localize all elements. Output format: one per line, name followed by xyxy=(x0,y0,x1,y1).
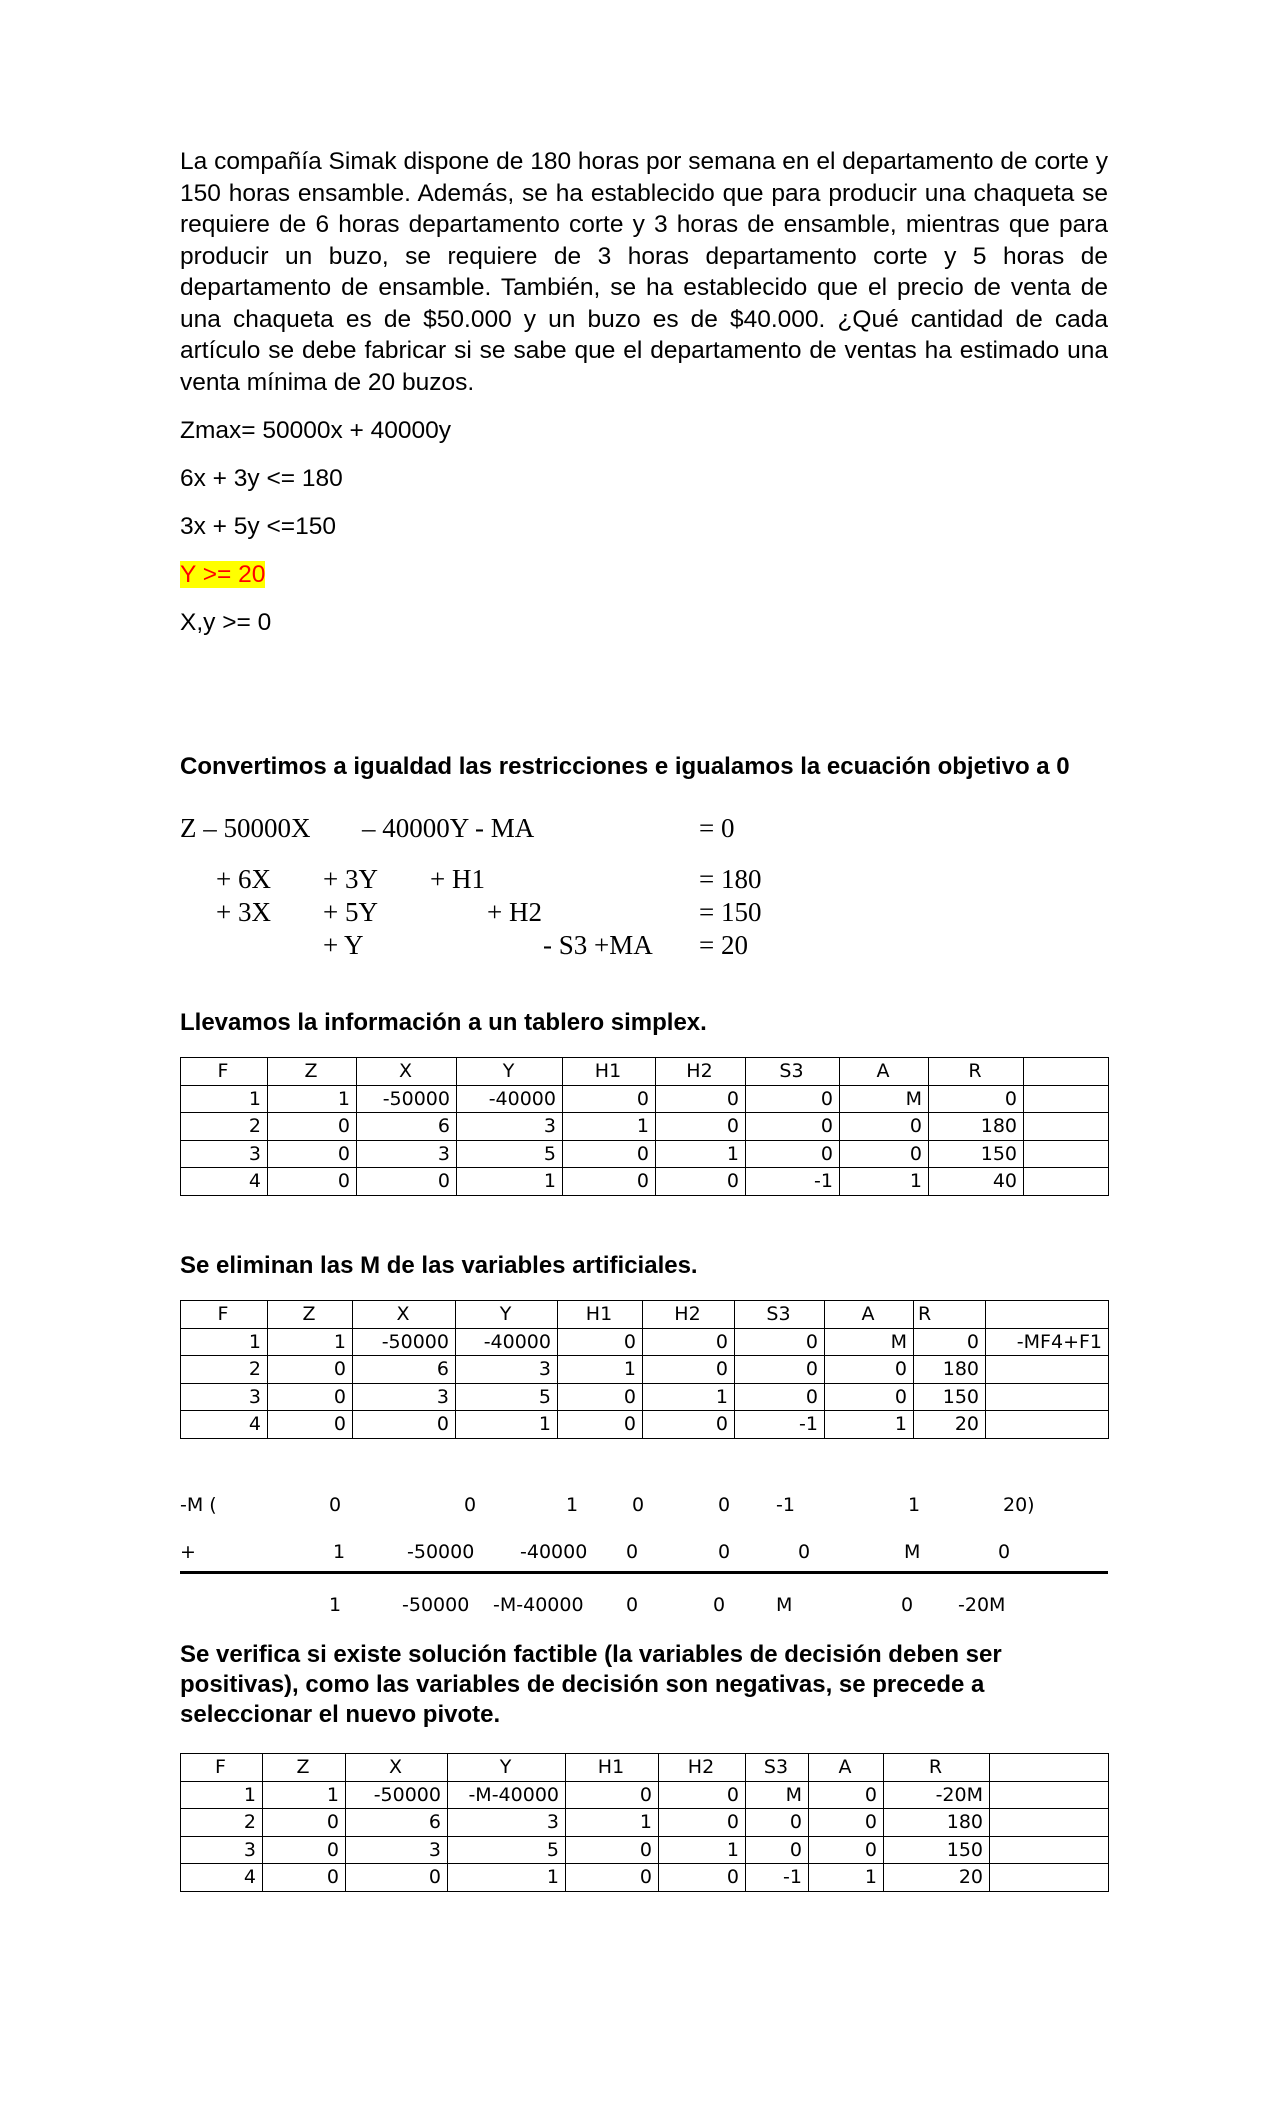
table-cell: 0 xyxy=(825,1383,914,1411)
table-cell: 0 xyxy=(268,1356,353,1384)
table-cell: 0 xyxy=(746,1140,840,1168)
eq3-y: + Y xyxy=(323,930,364,960)
heading-equalities: Convertimos a igualdad las restricciones e igualamos la ecuación objetivo a 0 xyxy=(180,753,1070,780)
calc-result-cell: 1 xyxy=(329,1594,342,1616)
calc-cell: -50000 xyxy=(407,1541,475,1563)
table-cell: 4 xyxy=(181,1168,268,1196)
calc-cell: 1 xyxy=(566,1494,579,1516)
table-header-row xyxy=(181,1301,1109,1329)
table-cell: 1 xyxy=(456,1411,558,1439)
table-header-row xyxy=(181,1754,1109,1782)
table-cell: 0 xyxy=(566,1836,659,1864)
table-cell: -50000 xyxy=(357,1085,457,1113)
table-cell: 3 xyxy=(456,1356,558,1384)
table-cell xyxy=(1024,1113,1109,1141)
header-cell: F xyxy=(181,1058,268,1086)
table-row xyxy=(181,1113,1109,1141)
table-cell: 150 xyxy=(884,1836,990,1864)
header-cell xyxy=(986,1301,1109,1329)
calc-cell: 0 xyxy=(798,1541,811,1563)
highlighted-constraint: Y >= 20 xyxy=(180,561,266,588)
table-cell: 1 xyxy=(181,1781,263,1809)
table-cell: 0 xyxy=(268,1113,357,1141)
table-cell: 1 xyxy=(656,1140,746,1168)
table-row xyxy=(181,1356,1109,1384)
table-cell xyxy=(990,1809,1109,1837)
header-cell: X xyxy=(346,1754,448,1782)
table-cell: 20 xyxy=(884,1864,990,1892)
table-cell: 0 xyxy=(268,1140,357,1168)
calc-cell: 0 xyxy=(998,1541,1011,1563)
table-cell: 0 xyxy=(263,1836,346,1864)
table-cell: 0 xyxy=(735,1383,825,1411)
eq3-rhs: = 20 xyxy=(699,930,748,960)
header-cell: H1 xyxy=(558,1301,643,1329)
eq1-x: + 6X xyxy=(216,864,271,894)
table-cell: 5 xyxy=(448,1836,566,1864)
calc-result-cell: -20M xyxy=(958,1594,1006,1616)
table-cell: 0 xyxy=(353,1411,456,1439)
header-cell: Y xyxy=(448,1754,566,1782)
table-cell: 1 xyxy=(448,1864,566,1892)
table-cell: -1 xyxy=(735,1411,825,1439)
table-cell: 0 xyxy=(929,1085,1024,1113)
calc-cell: M xyxy=(904,1541,921,1563)
table-cell: 0 xyxy=(809,1836,884,1864)
table-row xyxy=(181,1168,1109,1196)
calc-result-cell: 0 xyxy=(713,1594,726,1616)
table-cell: -40000 xyxy=(456,1328,558,1356)
simplex-table-new-pivot xyxy=(180,1753,1109,1892)
table-cell: -40000 xyxy=(457,1085,563,1113)
header-cell xyxy=(1024,1058,1109,1086)
table-cell: 0 xyxy=(357,1168,457,1196)
table-cell: 0 xyxy=(746,1836,809,1864)
header-cell: H1 xyxy=(566,1754,659,1782)
calc-cell: -40000 xyxy=(520,1541,588,1563)
table-cell: 5 xyxy=(457,1140,563,1168)
table-cell: 0 xyxy=(656,1113,746,1141)
header-cell: S3 xyxy=(746,1058,840,1086)
header-cell: Z xyxy=(263,1754,346,1782)
table-row xyxy=(181,1085,1109,1113)
table-cell: -M-40000 xyxy=(448,1781,566,1809)
calc-cell: 0 xyxy=(632,1494,645,1516)
table-cell: 150 xyxy=(914,1383,986,1411)
heading-simplex-tableau: Llevamos la información a un tablero simplex. xyxy=(180,1009,707,1036)
table-cell xyxy=(1024,1168,1109,1196)
table-cell: 4 xyxy=(181,1411,268,1439)
table-row xyxy=(181,1328,1109,1356)
table-cell: 1 xyxy=(268,1085,357,1113)
table-cell: 0 xyxy=(809,1781,884,1809)
table-cell: -50000 xyxy=(353,1328,456,1356)
table-cell: 3 xyxy=(448,1809,566,1837)
table-cell: 180 xyxy=(929,1113,1024,1141)
eq2-rhs: = 150 xyxy=(699,897,762,927)
table-cell: -1 xyxy=(746,1864,809,1892)
table-cell: 1 xyxy=(659,1836,746,1864)
table-cell: 0 xyxy=(558,1328,643,1356)
calc-cell: 0 xyxy=(329,1494,342,1516)
table-cell: 1 xyxy=(181,1085,268,1113)
table-cell: 0 xyxy=(825,1356,914,1384)
header-cell: Y xyxy=(457,1058,563,1086)
calc-cell: 0 xyxy=(718,1541,731,1563)
table-cell xyxy=(1024,1140,1109,1168)
table-cell: 0 xyxy=(659,1781,746,1809)
table-cell: 6 xyxy=(353,1356,456,1384)
table-cell: 1 xyxy=(263,1781,346,1809)
table-cell: 1 xyxy=(457,1168,563,1196)
constraint-1: 6x + 3y <= 180 xyxy=(180,465,343,492)
header-cell: H2 xyxy=(643,1301,735,1329)
simplex-table-initial xyxy=(180,1057,1109,1196)
table-cell: 1 xyxy=(563,1113,656,1141)
table-cell: 0 xyxy=(914,1328,986,1356)
table-row xyxy=(181,1140,1109,1168)
header-cell: Z xyxy=(268,1058,357,1086)
table-cell: 0 xyxy=(268,1383,353,1411)
eq3-s3-ma: - S3 +MA xyxy=(543,930,653,960)
calc-result-cell: 0 xyxy=(901,1594,914,1616)
table-cell: 4 xyxy=(181,1864,263,1892)
objective-function: Zmax= 50000x + 40000y xyxy=(180,417,452,444)
table-cell: 6 xyxy=(346,1809,448,1837)
table-row xyxy=(181,1411,1109,1439)
table-cell: M xyxy=(840,1085,929,1113)
table-cell: 180 xyxy=(884,1809,990,1837)
eq2-x: + 3X xyxy=(216,897,271,927)
table-cell: 0 xyxy=(558,1411,643,1439)
heading-feasibility-check: Se verifica si existe solución factible (la variables de decisión deben ser positivas), como las variables de decisión son negativas, se precede a seleccionar el nuevo pivote. xyxy=(180,1641,1002,1728)
table-cell: 0 xyxy=(643,1328,735,1356)
calc-result-cell: 0 xyxy=(626,1594,639,1616)
calc-result-cell: -50000 xyxy=(402,1594,470,1616)
calc-multiplier: -M ( xyxy=(180,1494,217,1516)
header-cell: R xyxy=(884,1754,990,1782)
eq1-rhs: = 180 xyxy=(699,864,762,894)
table-header-row xyxy=(181,1058,1109,1086)
table-cell: 0 xyxy=(563,1140,656,1168)
table-cell: 1 xyxy=(809,1864,884,1892)
table-cell xyxy=(986,1356,1109,1384)
header-cell: R xyxy=(929,1058,1024,1086)
header-cell: H2 xyxy=(656,1058,746,1086)
calc-plus-sign: + xyxy=(180,1541,196,1563)
table-cell: 0 xyxy=(643,1356,735,1384)
table-cell: 180 xyxy=(914,1356,986,1384)
sum-divider-line xyxy=(180,1571,1108,1574)
table-cell: 20 xyxy=(914,1411,986,1439)
table-cell: 2 xyxy=(181,1356,268,1384)
table-cell: M xyxy=(825,1328,914,1356)
header-cell: S3 xyxy=(735,1301,825,1329)
table-cell: 1 xyxy=(558,1356,643,1384)
header-cell: R xyxy=(914,1301,986,1329)
table-cell: 0 xyxy=(263,1809,346,1837)
table-cell: 0 xyxy=(746,1085,840,1113)
header-cell: S3 xyxy=(746,1754,809,1782)
header-cell xyxy=(990,1754,1109,1782)
table-cell: -MF4+F1 xyxy=(986,1328,1109,1356)
table-cell: 0 xyxy=(563,1085,656,1113)
table-cell xyxy=(986,1383,1109,1411)
calc-cell: 1 xyxy=(908,1494,921,1516)
table-cell: 0 xyxy=(840,1140,929,1168)
table-cell: 1 xyxy=(840,1168,929,1196)
table-cell: 0 xyxy=(735,1356,825,1384)
table-cell: 40 xyxy=(929,1168,1024,1196)
header-cell: A xyxy=(825,1301,914,1329)
problem-statement: La compañía Simak dispone de 180 horas por semana en el departamento de corte y 150 horas ensamble. Además, se ha establecido que para producir una chaqueta se requiere de 6 horas departamento corte y 3 horas de ensamble, mientras que para producir un buzo, se requiere de 3 horas departamento corte y 5 horas de departamento de ensamble. También, se ha establecido que el precio de venta de una chaqueta es de $50.000 y un buzo es de $40.000. ¿Qué cantidad de cada artículo se debe fabricar si se sabe que el departamento de ventas ha estimado una venta mínima de 20 buzos. xyxy=(180,148,1108,396)
table-cell: 0 xyxy=(809,1809,884,1837)
eq1-h1: + H1 xyxy=(430,864,485,894)
eq0-z: Z – 50000X xyxy=(180,813,311,843)
eq1-y: + 3Y xyxy=(323,864,378,894)
header-cell: Y xyxy=(456,1301,558,1329)
constraint-3 xyxy=(180,560,265,590)
table-cell: 3 xyxy=(181,1836,263,1864)
table-cell: 2 xyxy=(181,1809,263,1837)
table-cell: 1 xyxy=(643,1383,735,1411)
table-cell: 3 xyxy=(181,1383,268,1411)
constraint-2: 3x + 5y <=150 xyxy=(180,513,336,540)
eq2-h2: + H2 xyxy=(487,897,542,927)
table-cell xyxy=(1024,1085,1109,1113)
table-cell: 3 xyxy=(353,1383,456,1411)
table-cell: -1 xyxy=(746,1168,840,1196)
table-cell: 3 xyxy=(181,1140,268,1168)
table-cell: 0 xyxy=(659,1809,746,1837)
header-cell: F xyxy=(181,1754,263,1782)
eq0-rhs: = 0 xyxy=(699,813,735,843)
calc-cell: 0 xyxy=(464,1494,477,1516)
header-cell: X xyxy=(357,1058,457,1086)
eq0-terms: – 40000Y - MA xyxy=(362,813,535,843)
table-cell: 0 xyxy=(263,1864,346,1892)
table-row xyxy=(181,1383,1109,1411)
table-cell: 0 xyxy=(735,1328,825,1356)
calc-cell: 20) xyxy=(1003,1494,1035,1516)
heading-eliminate-m: Se eliminan las M de las variables artificiales. xyxy=(180,1252,698,1279)
table-cell: 3 xyxy=(457,1113,563,1141)
table-cell: 0 xyxy=(659,1864,746,1892)
table-cell: 0 xyxy=(566,1781,659,1809)
table-cell: 6 xyxy=(357,1113,457,1141)
simplex-table-eliminate-m xyxy=(180,1300,1109,1439)
table-cell: 0 xyxy=(268,1168,357,1196)
calc-cell: 1 xyxy=(333,1541,346,1563)
calc-cell: 0 xyxy=(626,1541,639,1563)
table-cell: 1 xyxy=(268,1328,353,1356)
table-cell: 1 xyxy=(566,1809,659,1837)
table-row xyxy=(181,1836,1109,1864)
header-cell: Z xyxy=(268,1301,353,1329)
header-cell: H1 xyxy=(563,1058,656,1086)
table-cell xyxy=(990,1781,1109,1809)
table-cell: 0 xyxy=(656,1168,746,1196)
table-row xyxy=(181,1864,1109,1892)
header-cell: X xyxy=(353,1301,456,1329)
table-cell: 1 xyxy=(825,1411,914,1439)
table-cell: 0 xyxy=(746,1809,809,1837)
table-cell: 0 xyxy=(558,1383,643,1411)
table-cell xyxy=(990,1836,1109,1864)
calc-result-cell: M xyxy=(776,1594,793,1616)
table-cell: 150 xyxy=(929,1140,1024,1168)
header-cell: H2 xyxy=(659,1754,746,1782)
table-cell: 0 xyxy=(566,1864,659,1892)
table-cell: 0 xyxy=(840,1113,929,1141)
header-cell: A xyxy=(809,1754,884,1782)
calc-cell: -1 xyxy=(776,1494,795,1516)
table-cell: 2 xyxy=(181,1113,268,1141)
table-cell: 0 xyxy=(656,1085,746,1113)
table-cell: M xyxy=(746,1781,809,1809)
table-cell xyxy=(986,1411,1109,1439)
table-cell: 3 xyxy=(346,1836,448,1864)
table-cell: -50000 xyxy=(346,1781,448,1809)
calc-result-cell: -M-40000 xyxy=(493,1594,584,1616)
eq2-y: + 5Y xyxy=(323,897,378,927)
table-cell xyxy=(990,1864,1109,1892)
non-negativity-constraint: X,y >= 0 xyxy=(180,609,272,636)
header-cell: F xyxy=(181,1301,268,1329)
table-cell: 0 xyxy=(268,1411,353,1439)
header-cell: A xyxy=(840,1058,929,1086)
table-row xyxy=(181,1809,1109,1837)
table-cell: 5 xyxy=(456,1383,558,1411)
table-cell: 0 xyxy=(746,1113,840,1141)
table-cell: 0 xyxy=(643,1411,735,1439)
table-cell: -20M xyxy=(884,1781,990,1809)
table-row xyxy=(181,1781,1109,1809)
table-cell: 0 xyxy=(563,1168,656,1196)
table-cell: 3 xyxy=(357,1140,457,1168)
table-cell: 0 xyxy=(346,1864,448,1892)
table-cell: 1 xyxy=(181,1328,268,1356)
calc-cell: 0 xyxy=(718,1494,731,1516)
